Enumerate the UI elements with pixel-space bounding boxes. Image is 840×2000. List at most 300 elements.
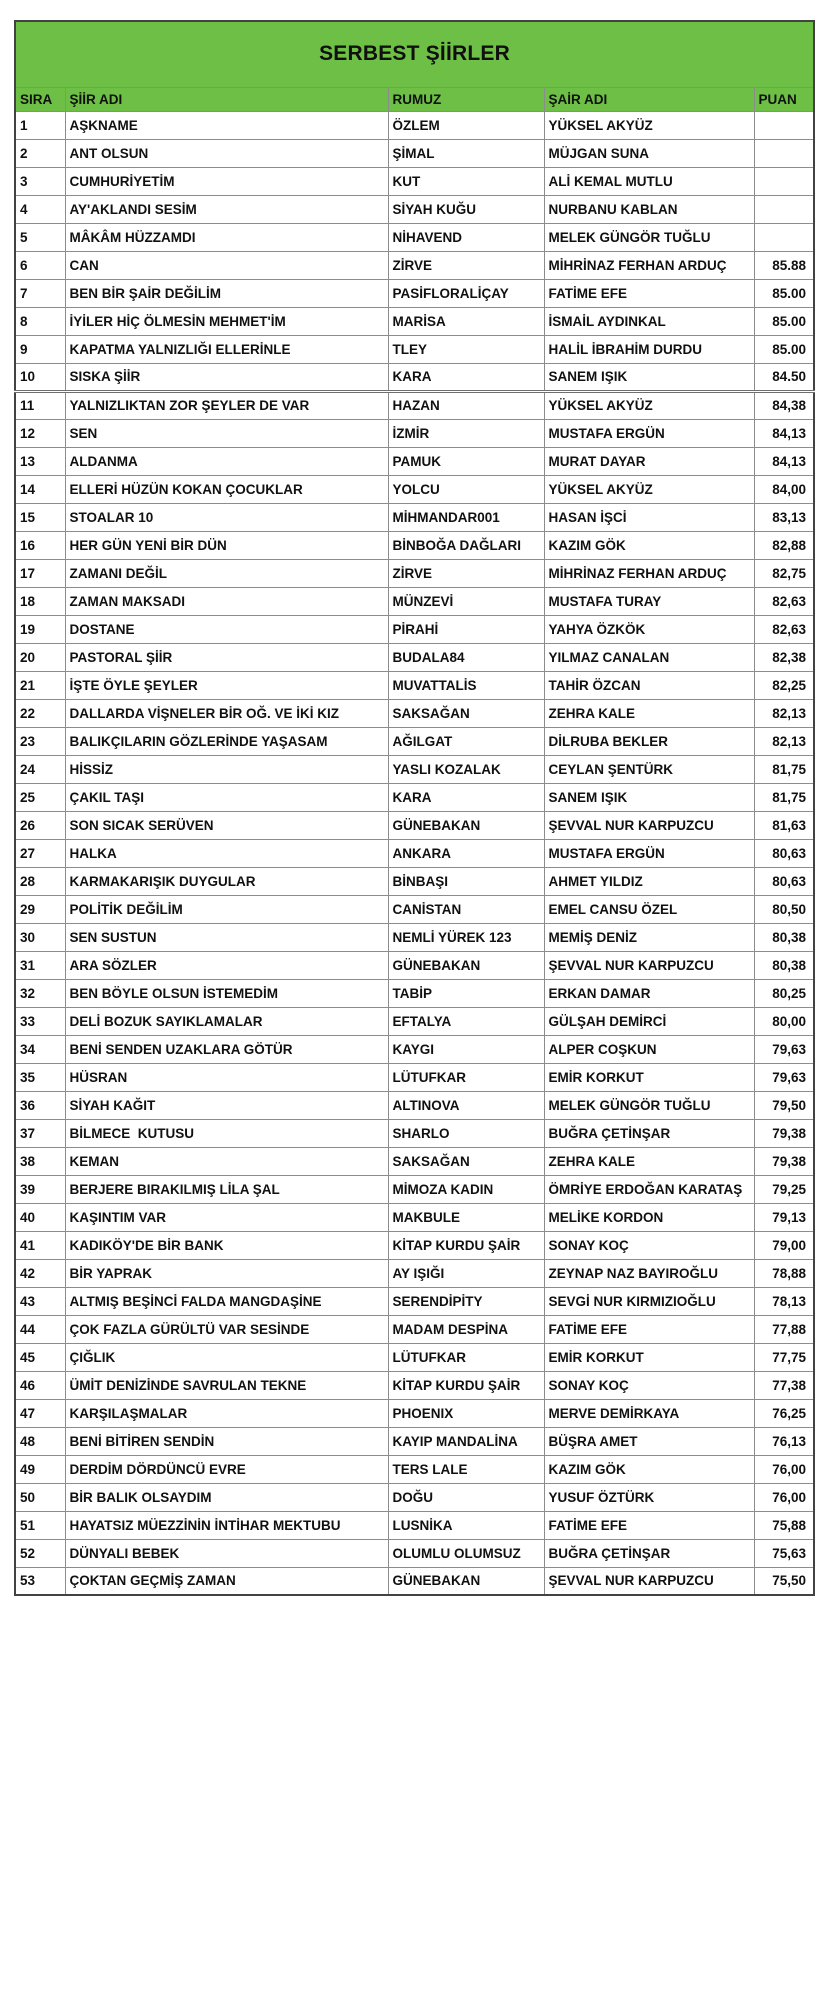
cell-sair-adi: İSMAİL AYDINKAL xyxy=(544,307,754,335)
table-row xyxy=(15,587,814,615)
cell-rumuz: SAKSAĞAN xyxy=(388,1147,544,1175)
cell-puan: 75,63 xyxy=(754,1539,814,1567)
cell-sira: 26 xyxy=(15,811,65,839)
cell-sair-adi: ALPER COŞKUN xyxy=(544,1035,754,1063)
cell-sair-adi: YÜKSEL AKYÜZ xyxy=(544,391,754,419)
cell-puan: 75,50 xyxy=(754,1567,814,1595)
table-row xyxy=(15,839,814,867)
cell-siir-adi: ÇAKIL TAŞI xyxy=(65,783,388,811)
cell-rumuz: ZİRVE xyxy=(388,559,544,587)
cell-sira: 23 xyxy=(15,727,65,755)
cell-sair-adi: BUĞRA ÇETİNŞAR xyxy=(544,1119,754,1147)
cell-rumuz: NİHAVEND xyxy=(388,223,544,251)
cell-siir-adi: POLİTİK DEĞİLİM xyxy=(65,895,388,923)
table-row xyxy=(15,811,814,839)
cell-sira: 49 xyxy=(15,1455,65,1483)
cell-rumuz: KAYIP MANDALİNA xyxy=(388,1427,544,1455)
cell-rumuz: HAZAN xyxy=(388,391,544,419)
cell-rumuz: TABİP xyxy=(388,979,544,1007)
cell-sira: 33 xyxy=(15,1007,65,1035)
cell-sair-adi: DİLRUBA BEKLER xyxy=(544,727,754,755)
cell-siir-adi: ÇIĞLIK xyxy=(65,1343,388,1371)
cell-sair-adi: SANEM IŞIK xyxy=(544,363,754,391)
cell-sair-adi: NURBANU KABLAN xyxy=(544,195,754,223)
table-row xyxy=(15,195,814,223)
cell-rumuz: MADAM DESPİNA xyxy=(388,1315,544,1343)
cell-rumuz: PİRAHİ xyxy=(388,615,544,643)
cell-siir-adi: CUMHURİYETİM xyxy=(65,167,388,195)
cell-puan: 81,75 xyxy=(754,755,814,783)
cell-sair-adi: HALİL İBRAHİM DURDU xyxy=(544,335,754,363)
cell-puan: 85.00 xyxy=(754,335,814,363)
cell-sair-adi: ZEYNAP NAZ BAYIROĞLU xyxy=(544,1259,754,1287)
cell-sira: 18 xyxy=(15,587,65,615)
cell-siir-adi: HÜSRAN xyxy=(65,1063,388,1091)
cell-sira: 9 xyxy=(15,335,65,363)
cell-siir-adi: SISKA ŞİİR xyxy=(65,363,388,391)
cell-siir-adi: DÜNYALI BEBEK xyxy=(65,1539,388,1567)
cell-sira: 27 xyxy=(15,839,65,867)
cell-sira: 42 xyxy=(15,1259,65,1287)
cell-siir-adi: ALTMIŞ BEŞİNCİ FALDA MANGDAŞİNE xyxy=(65,1287,388,1315)
cell-siir-adi: BİLMECE KUTUSU xyxy=(65,1119,388,1147)
cell-sira: 29 xyxy=(15,895,65,923)
cell-sira: 32 xyxy=(15,979,65,1007)
cell-siir-adi: ÇOKTAN GEÇMİŞ ZAMAN xyxy=(65,1567,388,1595)
cell-puan: 82,38 xyxy=(754,643,814,671)
cell-puan xyxy=(754,167,814,195)
cell-sira: 50 xyxy=(15,1483,65,1511)
cell-puan: 78,88 xyxy=(754,1259,814,1287)
cell-puan: 79,38 xyxy=(754,1119,814,1147)
table-row xyxy=(15,895,814,923)
cell-sair-adi: MURAT DAYAR xyxy=(544,447,754,475)
cell-siir-adi: HALKA xyxy=(65,839,388,867)
cell-sira: 36 xyxy=(15,1091,65,1119)
cell-siir-adi: ARA SÖZLER xyxy=(65,951,388,979)
table-row xyxy=(15,503,814,531)
table-row xyxy=(15,1371,814,1399)
table-row xyxy=(15,755,814,783)
cell-puan: 79,13 xyxy=(754,1203,814,1231)
cell-rumuz: YOLCU xyxy=(388,475,544,503)
cell-sair-adi: YAHYA ÖZKÖK xyxy=(544,615,754,643)
table-row xyxy=(15,1091,814,1119)
cell-siir-adi: BEN BİR ŞAİR DEĞİLİM xyxy=(65,279,388,307)
table-row xyxy=(15,615,814,643)
cell-sair-adi: ERKAN DAMAR xyxy=(544,979,754,1007)
table-row xyxy=(15,1539,814,1567)
cell-siir-adi: HAYATSIZ MÜEZZİNİN İNTİHAR MEKTUBU xyxy=(65,1511,388,1539)
cell-rumuz: ALTINOVA xyxy=(388,1091,544,1119)
table-row xyxy=(15,727,814,755)
cell-sair-adi: YÜKSEL AKYÜZ xyxy=(544,475,754,503)
cell-sair-adi: SANEM IŞIK xyxy=(544,783,754,811)
cell-sair-adi: KAZIM GÖK xyxy=(544,1455,754,1483)
cell-siir-adi: ZAMANI DEĞİL xyxy=(65,559,388,587)
cell-sair-adi: EMEL CANSU ÖZEL xyxy=(544,895,754,923)
cell-rumuz: İZMİR xyxy=(388,419,544,447)
column-header-sira: SIRA xyxy=(15,87,65,111)
cell-puan xyxy=(754,223,814,251)
cell-rumuz: MAKBULE xyxy=(388,1203,544,1231)
cell-sira: 15 xyxy=(15,503,65,531)
cell-puan: 79,00 xyxy=(754,1231,814,1259)
table-row xyxy=(15,167,814,195)
cell-puan: 79,63 xyxy=(754,1035,814,1063)
cell-sira: 14 xyxy=(15,475,65,503)
cell-siir-adi: ELLERİ HÜZÜN KOKAN ÇOCUKLAR xyxy=(65,475,388,503)
column-header-sair-adi: ŞAİR ADI xyxy=(544,87,754,111)
cell-rumuz: BİNBOĞA DAĞLARI xyxy=(388,531,544,559)
cell-rumuz: DOĞU xyxy=(388,1483,544,1511)
cell-rumuz: LÜTUFKAR xyxy=(388,1343,544,1371)
cell-rumuz: ŞİMAL xyxy=(388,139,544,167)
cell-siir-adi: DOSTANE xyxy=(65,615,388,643)
cell-sair-adi: YÜKSEL AKYÜZ xyxy=(544,111,754,139)
cell-rumuz: KUT xyxy=(388,167,544,195)
cell-siir-adi: DALLARDA VİŞNELER BİR OĞ. VE İKİ KIZ xyxy=(65,699,388,727)
cell-rumuz: MİMOZA KADIN xyxy=(388,1175,544,1203)
cell-sair-adi: ÖMRİYE ERDOĞAN KARATAŞ xyxy=(544,1175,754,1203)
cell-rumuz: EFTALYA xyxy=(388,1007,544,1035)
cell-puan: 77,75 xyxy=(754,1343,814,1371)
cell-rumuz: BİNBAŞI xyxy=(388,867,544,895)
cell-rumuz: ÖZLEM xyxy=(388,111,544,139)
cell-sira: 16 xyxy=(15,531,65,559)
cell-puan: 85.00 xyxy=(754,307,814,335)
table-row xyxy=(15,335,814,363)
cell-sair-adi: SONAY KOÇ xyxy=(544,1231,754,1259)
cell-rumuz: ZİRVE xyxy=(388,251,544,279)
table-row xyxy=(15,1399,814,1427)
cell-siir-adi: DERDİM DÖRDÜNCÜ EVRE xyxy=(65,1455,388,1483)
cell-sira: 30 xyxy=(15,923,65,951)
cell-rumuz: KARA xyxy=(388,363,544,391)
cell-siir-adi: KARŞILAŞMALAR xyxy=(65,1399,388,1427)
cell-sair-adi: MERVE DEMİRKAYA xyxy=(544,1399,754,1427)
table-row xyxy=(15,979,814,1007)
cell-rumuz: SERENDİPİTY xyxy=(388,1287,544,1315)
cell-sira: 48 xyxy=(15,1427,65,1455)
cell-sira: 25 xyxy=(15,783,65,811)
cell-sair-adi: ALİ KEMAL MUTLU xyxy=(544,167,754,195)
column-header-row xyxy=(15,87,814,111)
cell-sair-adi: YILMAZ CANALAN xyxy=(544,643,754,671)
cell-siir-adi: DELİ BOZUK SAYIKLAMALAR xyxy=(65,1007,388,1035)
cell-siir-adi: SEN xyxy=(65,419,388,447)
table-row xyxy=(15,475,814,503)
cell-siir-adi: PASTORAL ŞİİR xyxy=(65,643,388,671)
cell-sira: 4 xyxy=(15,195,65,223)
table-row xyxy=(15,643,814,671)
cell-sira: 39 xyxy=(15,1175,65,1203)
cell-rumuz: LÜTUFKAR xyxy=(388,1063,544,1091)
cell-puan: 82,13 xyxy=(754,699,814,727)
cell-sair-adi: ŞEVVAL NUR KARPUZCU xyxy=(544,1567,754,1595)
cell-siir-adi: HER GÜN YENİ BİR DÜN xyxy=(65,531,388,559)
cell-siir-adi: SEN SUSTUN xyxy=(65,923,388,951)
table-row xyxy=(15,559,814,587)
cell-siir-adi: BERJERE BIRAKILMIŞ LİLA ŞAL xyxy=(65,1175,388,1203)
cell-sira: 31 xyxy=(15,951,65,979)
cell-rumuz: BUDALA84 xyxy=(388,643,544,671)
cell-puan: 84,13 xyxy=(754,419,814,447)
cell-siir-adi: AŞKNAME xyxy=(65,111,388,139)
cell-sira: 46 xyxy=(15,1371,65,1399)
table-row xyxy=(15,671,814,699)
cell-rumuz: SİYAH KUĞU xyxy=(388,195,544,223)
table-row xyxy=(15,251,814,279)
cell-siir-adi: ANT OLSUN xyxy=(65,139,388,167)
cell-siir-adi: BENİ SENDEN UZAKLARA GÖTÜR xyxy=(65,1035,388,1063)
table-row xyxy=(15,1203,814,1231)
table-row xyxy=(15,1231,814,1259)
cell-puan: 82,63 xyxy=(754,587,814,615)
cell-puan: 85.00 xyxy=(754,279,814,307)
cell-siir-adi: BİR BALIK OLSAYDIM xyxy=(65,1483,388,1511)
cell-puan: 82,88 xyxy=(754,531,814,559)
cell-sira: 6 xyxy=(15,251,65,279)
cell-sira: 22 xyxy=(15,699,65,727)
table-row xyxy=(15,111,814,139)
table-row xyxy=(15,307,814,335)
cell-siir-adi: BENİ BİTİREN SENDİN xyxy=(65,1427,388,1455)
poetry-results-table xyxy=(14,20,815,1596)
table-row xyxy=(15,1287,814,1315)
cell-sair-adi: SONAY KOÇ xyxy=(544,1371,754,1399)
cell-sair-adi: MUSTAFA TURAY xyxy=(544,587,754,615)
cell-sair-adi: EMİR KORKUT xyxy=(544,1063,754,1091)
cell-siir-adi: İYİLER HİÇ ÖLMESİN MEHMET'İM xyxy=(65,307,388,335)
cell-siir-adi: HİSSİZ xyxy=(65,755,388,783)
cell-puan: 84,13 xyxy=(754,447,814,475)
cell-rumuz: TLEY xyxy=(388,335,544,363)
cell-sair-adi: CEYLAN ŞENTÜRK xyxy=(544,755,754,783)
cell-sair-adi: MÜJGAN SUNA xyxy=(544,139,754,167)
cell-sira: 1 xyxy=(15,111,65,139)
table-row xyxy=(15,1483,814,1511)
cell-rumuz: ANKARA xyxy=(388,839,544,867)
cell-puan xyxy=(754,139,814,167)
table-row xyxy=(15,1007,814,1035)
column-header-siir-adi: ŞİİR ADI xyxy=(65,87,388,111)
cell-puan: 79,25 xyxy=(754,1175,814,1203)
cell-rumuz: MARİSA xyxy=(388,307,544,335)
table-row xyxy=(15,363,814,391)
table-row xyxy=(15,1427,814,1455)
cell-puan: 84,00 xyxy=(754,475,814,503)
cell-sira: 34 xyxy=(15,1035,65,1063)
cell-sira: 37 xyxy=(15,1119,65,1147)
title-row xyxy=(15,21,814,87)
cell-rumuz: SHARLO xyxy=(388,1119,544,1147)
cell-puan: 80,38 xyxy=(754,923,814,951)
cell-sair-adi: SEVGİ NUR KIRMIZIOĞLU xyxy=(544,1287,754,1315)
cell-sair-adi: FATİME EFE xyxy=(544,279,754,307)
cell-sira: 13 xyxy=(15,447,65,475)
cell-sair-adi: FATİME EFE xyxy=(544,1511,754,1539)
table-row xyxy=(15,1035,814,1063)
cell-siir-adi: ALDANMA xyxy=(65,447,388,475)
cell-siir-adi: SİYAH KAĞIT xyxy=(65,1091,388,1119)
cell-sira: 12 xyxy=(15,419,65,447)
cell-puan: 76,13 xyxy=(754,1427,814,1455)
cell-rumuz: OLUMLU OLUMSUZ xyxy=(388,1539,544,1567)
cell-rumuz: MÜNZEVİ xyxy=(388,587,544,615)
table-row xyxy=(15,1175,814,1203)
cell-rumuz: AĞILGAT xyxy=(388,727,544,755)
cell-sair-adi: BUĞRA ÇETİNŞAR xyxy=(544,1539,754,1567)
cell-sira: 35 xyxy=(15,1063,65,1091)
cell-siir-adi: YALNIZLIKTAN ZOR ŞEYLER DE VAR xyxy=(65,391,388,419)
cell-siir-adi: MÂKÂM HÜZZAMDI xyxy=(65,223,388,251)
cell-siir-adi: BALIKÇILARIN GÖZLERİNDE YAŞASAM xyxy=(65,727,388,755)
column-header-rumuz: RUMUZ xyxy=(388,87,544,111)
cell-siir-adi: ZAMAN MAKSADI xyxy=(65,587,388,615)
cell-rumuz: CANİSTAN xyxy=(388,895,544,923)
cell-rumuz: LUSNİKA xyxy=(388,1511,544,1539)
cell-rumuz: PASİFLORALİÇAY xyxy=(388,279,544,307)
cell-siir-adi: SON SICAK SERÜVEN xyxy=(65,811,388,839)
cell-sira: 19 xyxy=(15,615,65,643)
cell-sair-adi: KAZIM GÖK xyxy=(544,531,754,559)
cell-sair-adi: ZEHRA KALE xyxy=(544,699,754,727)
cell-sair-adi: YUSUF ÖZTÜRK xyxy=(544,1483,754,1511)
cell-sira: 53 xyxy=(15,1567,65,1595)
cell-puan: 82,13 xyxy=(754,727,814,755)
cell-sair-adi: MELEK GÜNGÖR TUĞLU xyxy=(544,1091,754,1119)
cell-rumuz: KAYGI xyxy=(388,1035,544,1063)
cell-sira: 41 xyxy=(15,1231,65,1259)
cell-rumuz: KARA xyxy=(388,783,544,811)
cell-puan: 80,25 xyxy=(754,979,814,1007)
cell-puan: 78,13 xyxy=(754,1287,814,1315)
cell-sira: 3 xyxy=(15,167,65,195)
table-row xyxy=(15,1455,814,1483)
cell-sair-adi: MEMİŞ DENİZ xyxy=(544,923,754,951)
cell-puan: 82,25 xyxy=(754,671,814,699)
cell-puan: 82,75 xyxy=(754,559,814,587)
cell-puan: 76,00 xyxy=(754,1455,814,1483)
cell-siir-adi: ÜMİT DENİZİNDE SAVRULAN TEKNE xyxy=(65,1371,388,1399)
cell-sair-adi: MUSTAFA ERGÜN xyxy=(544,419,754,447)
cell-sair-adi: AHMET YILDIZ xyxy=(544,867,754,895)
cell-rumuz: PAMUK xyxy=(388,447,544,475)
cell-rumuz: YASLI KOZALAK xyxy=(388,755,544,783)
cell-siir-adi: KADIKÖY'DE BİR BANK xyxy=(65,1231,388,1259)
cell-siir-adi: ÇOK FAZLA GÜRÜLTÜ VAR SESİNDE xyxy=(65,1315,388,1343)
cell-puan: 76,00 xyxy=(754,1483,814,1511)
cell-sira: 10 xyxy=(15,363,65,391)
cell-sair-adi: EMİR KORKUT xyxy=(544,1343,754,1371)
cell-siir-adi: BİR YAPRAK xyxy=(65,1259,388,1287)
table-row xyxy=(15,1511,814,1539)
table-row xyxy=(15,391,814,419)
table-row xyxy=(15,1567,814,1595)
table-row xyxy=(15,139,814,167)
cell-puan: 80,63 xyxy=(754,839,814,867)
table-row xyxy=(15,1315,814,1343)
cell-siir-adi: STOALAR 10 xyxy=(65,503,388,531)
cell-sira: 24 xyxy=(15,755,65,783)
cell-puan: 85.88 xyxy=(754,251,814,279)
poetry-results-sheet xyxy=(14,20,815,1596)
cell-sira: 45 xyxy=(15,1343,65,1371)
cell-rumuz: GÜNEBAKAN xyxy=(388,811,544,839)
cell-siir-adi: BEN BÖYLE OLSUN İSTEMEDİM xyxy=(65,979,388,1007)
cell-sira: 7 xyxy=(15,279,65,307)
cell-puan: 79,50 xyxy=(754,1091,814,1119)
cell-siir-adi: KEMAN xyxy=(65,1147,388,1175)
cell-sira: 5 xyxy=(15,223,65,251)
column-header-puan: PUAN xyxy=(754,87,814,111)
cell-sira: 17 xyxy=(15,559,65,587)
cell-sira: 28 xyxy=(15,867,65,895)
cell-puan: 82,63 xyxy=(754,615,814,643)
cell-sair-adi: GÜLŞAH DEMİRCİ xyxy=(544,1007,754,1035)
cell-rumuz: AY IŞIĞI xyxy=(388,1259,544,1287)
cell-puan: 83,13 xyxy=(754,503,814,531)
cell-puan: 80,50 xyxy=(754,895,814,923)
cell-rumuz: MUVATTALİS xyxy=(388,671,544,699)
cell-puan xyxy=(754,111,814,139)
cell-puan: 75,88 xyxy=(754,1511,814,1539)
cell-sira: 40 xyxy=(15,1203,65,1231)
table-title: SERBEST ŞİİRLER xyxy=(15,21,814,87)
cell-puan: 77,88 xyxy=(754,1315,814,1343)
cell-sira: 44 xyxy=(15,1315,65,1343)
table-row xyxy=(15,447,814,475)
cell-sira: 43 xyxy=(15,1287,65,1315)
cell-rumuz: SAKSAĞAN xyxy=(388,699,544,727)
cell-siir-adi: CAN xyxy=(65,251,388,279)
cell-rumuz: KİTAP KURDU ŞAİR xyxy=(388,1371,544,1399)
cell-siir-adi: İŞTE ÖYLE ŞEYLER xyxy=(65,671,388,699)
cell-sair-adi: ŞEVVAL NUR KARPUZCU xyxy=(544,811,754,839)
cell-puan: 79,38 xyxy=(754,1147,814,1175)
cell-sair-adi: MELİKE KORDON xyxy=(544,1203,754,1231)
table-row xyxy=(15,223,814,251)
cell-rumuz: GÜNEBAKAN xyxy=(388,1567,544,1595)
cell-puan: 79,63 xyxy=(754,1063,814,1091)
cell-sair-adi: MİHRİNAZ FERHAN ARDUÇ xyxy=(544,559,754,587)
table-row xyxy=(15,951,814,979)
cell-rumuz: PHOENIX xyxy=(388,1399,544,1427)
cell-puan xyxy=(754,195,814,223)
cell-sira: 8 xyxy=(15,307,65,335)
cell-rumuz: KİTAP KURDU ŞAİR xyxy=(388,1231,544,1259)
cell-sira: 11 xyxy=(15,391,65,419)
cell-sair-adi: BÜŞRA AMET xyxy=(544,1427,754,1455)
cell-rumuz: MİHMANDAR001 xyxy=(388,503,544,531)
cell-rumuz: NEMLİ YÜREK 123 xyxy=(388,923,544,951)
cell-siir-adi: KAŞINTIM VAR xyxy=(65,1203,388,1231)
table-row xyxy=(15,923,814,951)
table-row xyxy=(15,1119,814,1147)
cell-sair-adi: MELEK GÜNGÖR TUĞLU xyxy=(544,223,754,251)
cell-siir-adi: KAPATMA YALNIZLIĞI ELLERİNLE xyxy=(65,335,388,363)
table-row xyxy=(15,1259,814,1287)
table-row xyxy=(15,783,814,811)
cell-sira: 38 xyxy=(15,1147,65,1175)
cell-siir-adi: KARMAKARIŞIK DUYGULAR xyxy=(65,867,388,895)
cell-sira: 2 xyxy=(15,139,65,167)
cell-puan: 84,38 xyxy=(754,391,814,419)
table-row xyxy=(15,699,814,727)
cell-sair-adi: TAHİR ÖZCAN xyxy=(544,671,754,699)
cell-puan: 76,25 xyxy=(754,1399,814,1427)
